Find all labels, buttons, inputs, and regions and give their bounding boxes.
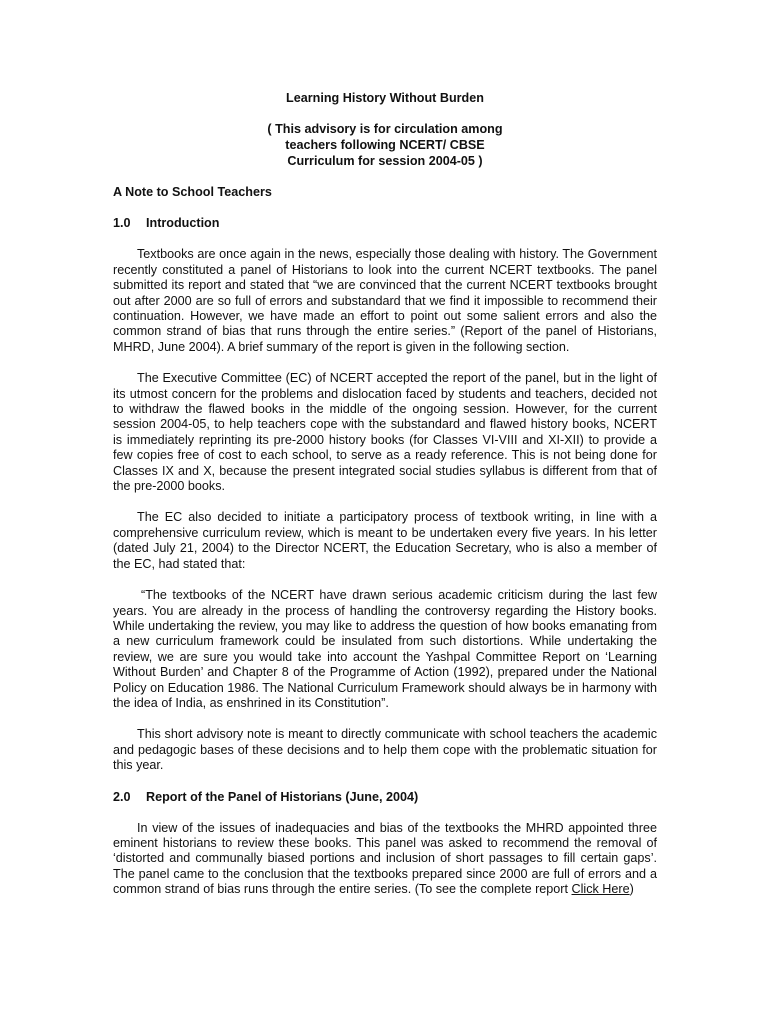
advisory-line: Curriculum for session 2004-05 ) bbox=[287, 153, 483, 168]
paragraph-text: In view of the issues of inadequacies and bias of the textbooks the MHRD appointed three eminent historians to review these books. This panel was asked to recommend the removal of ‘distorted and communally biased portions and inclusion of short passages to fill certain gaps’. The panel came to the conclusion that the textbooks prepared since 2000 are full of errors and a common strand of bias runs through the entire series. (To see the complete report bbox=[113, 820, 657, 897]
paragraph: The Executive Committee (EC) of NCERT accepted the report of the panel, but in the light of its utmost concern for the problems and dislocation faced by students and teachers, decided not to withdraw the flawed books in the middle of the ongoing session. However, for the current session 2004-05, to help teachers cope with the substandard and flawed history books, NCERT is immediately reprinting its pre-2000 history books (for Classes VI-VIII and XI-XII) to provide a few copies free of cost to each school, to serve as a ready reference. This is not being done for Classes IX and X, because the present integrated social studies syllabus is different from that of the pre-2000 books. bbox=[113, 371, 657, 494]
note-heading: A Note to School Teachers bbox=[113, 185, 272, 200]
section-number: 2.0 bbox=[113, 789, 131, 804]
paragraph-closing: ) bbox=[629, 882, 634, 897]
quoted-paragraph: “The textbooks of the NCERT have drawn serious academic criticism during the last few years. You are already in the process of handling the controversy regarding the History books. While undertaking the review, you may like to address the question of how books emanating from a new curriculum framework could be insulated from such distortions. While undertaking the review, we are sure you would take into account the Yashpal Committee Report on ‘Learning Without Burden’ and Chapter 8 of the Programme of Action (1992), prepared under the National Policy on Education 1986. The National Curriculum Framework should always be in harmony with the idea of India, as enshrined in its Constitution”. bbox=[113, 588, 657, 710]
section-heading-introduction bbox=[113, 216, 657, 231]
advisory-note bbox=[113, 122, 657, 169]
advisory-line: ( This advisory is for circulation among bbox=[267, 122, 503, 136]
section-heading-report bbox=[113, 790, 657, 805]
paragraph-report bbox=[113, 821, 657, 898]
section-title: Report of the Panel of Historians (June, 2004) bbox=[146, 789, 419, 804]
paragraph: This short advisory note is meant to directly communicate with school teachers the academic and pedagogic bases of these decisions and to help them cope with the problematic situation for this year. bbox=[113, 727, 657, 773]
click-here-link[interactable]: Click Here bbox=[571, 882, 630, 897]
document-title: Learning History Without Burden bbox=[286, 91, 484, 105]
section-number: 1.0 bbox=[113, 216, 131, 231]
paragraph: The EC also decided to initiate a participatory process of textbook writing, in line with a comprehensive curriculum review, which is meant to be undertaken every five years. In his letter (dated July 21, 2004) to the Director NCERT, the Education Secretary, who is also a member of the EC, had stated that: bbox=[113, 510, 657, 571]
paragraph: Textbooks are once again in the news, especially those dealing with history. The Government recently constituted a panel of Historians to look into the current NCERT textbooks. The panel submitted its report and stated that “we are convinced that the current NCERT textbooks brought out after 2000 are so full of errors and substandard that we find it impossible to recommend their continuation. However, we have made an effort to point out some salient errors and also the common strand of bias that runs through the entire series.” (Report of the panel of Historians, MHRD, June 2004). A brief summary of the report is given in the following section. bbox=[113, 247, 657, 354]
advisory-line: teachers following NCERT/ CBSE bbox=[285, 137, 485, 152]
section-title: Introduction bbox=[146, 216, 220, 231]
